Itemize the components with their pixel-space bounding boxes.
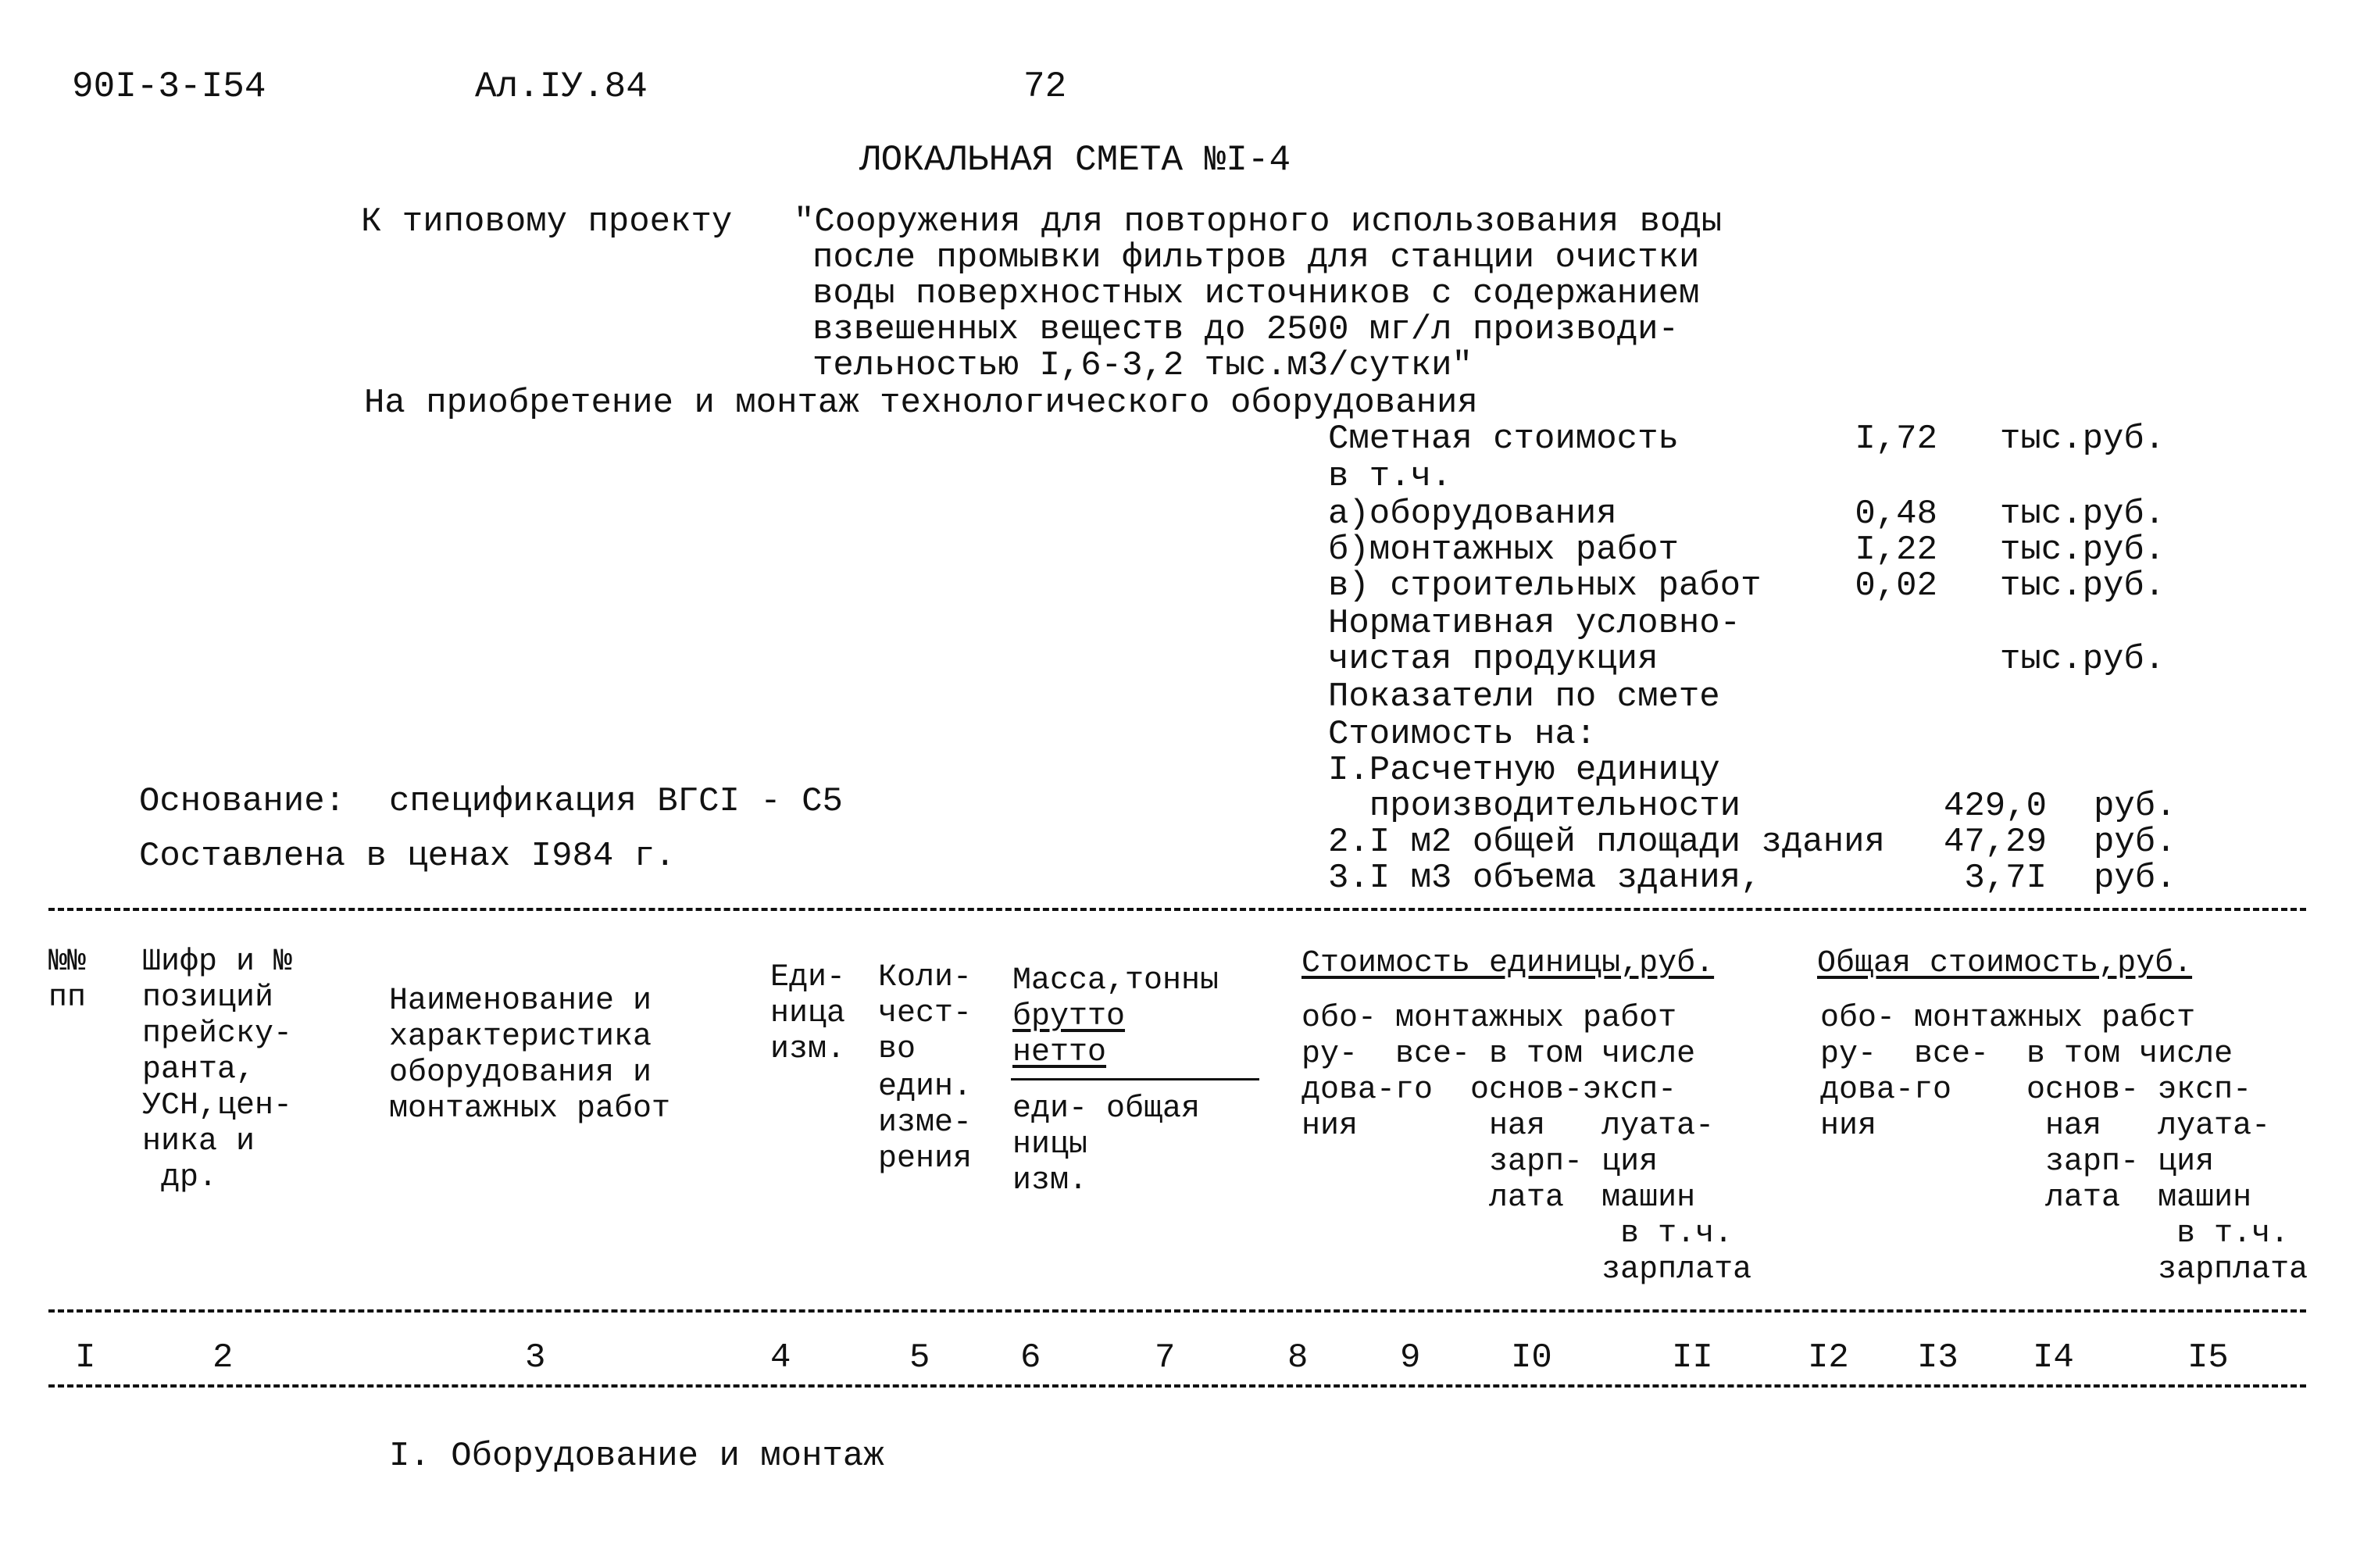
col-mass-header: Масса,тонны	[1012, 963, 1219, 998]
col-mass-brutto: брутто	[1012, 999, 1126, 1034]
unit-cost-sub: ния ная луата-	[1301, 1109, 1715, 1144]
col-code-header: Шифр и №	[142, 945, 293, 980]
total-cost-title: Общая стоимость,руб.	[1817, 946, 2193, 981]
separator-top	[48, 908, 2306, 911]
col-code-header: ранта,	[142, 1052, 255, 1088]
doc-code: 90I-3-I54	[72, 66, 266, 107]
summary-value: 429,0	[1943, 787, 2047, 826]
summary-unit: тыс.руб.	[2000, 566, 2166, 605]
column-number: I4	[2033, 1338, 2074, 1377]
summary-unit: руб.	[2094, 823, 2176, 862]
prices-line: Составлена в ценах I984 г.	[139, 837, 676, 876]
col-name-header: монтажных работ	[389, 1091, 671, 1127]
col-unit-header: Еди-	[770, 960, 846, 995]
summary-label: 3.I м3 объема здания,	[1328, 859, 1762, 898]
col-mass-sub: изм.	[1012, 1163, 1088, 1198]
summary-label: а)оборудования	[1328, 495, 1617, 534]
column-number: 5	[909, 1338, 930, 1377]
summary-value: I,72	[1855, 420, 1937, 459]
summary-label: Нормативная условно-	[1328, 604, 1741, 643]
page-number: 72	[1023, 66, 1067, 107]
column-number: II	[1672, 1338, 1713, 1377]
summary-label: в т.ч.	[1328, 457, 1452, 496]
summary-unit: тыс.руб.	[2000, 530, 2166, 570]
project-label: К типовому проекту	[361, 202, 733, 241]
summary-label: б)монтажных работ	[1328, 530, 1679, 570]
column-number: 8	[1287, 1338, 1309, 1377]
summary-unit: руб.	[2094, 859, 2176, 898]
summary-label: 2.I м2 общей площади здания	[1328, 823, 1885, 862]
summary-unit: тыс.руб.	[2000, 640, 2166, 679]
col-code-header: ника и	[142, 1124, 255, 1159]
project-line: "Сооружения для повторного использования воды	[794, 202, 1723, 241]
summary-label: в) строительных работ	[1328, 566, 1762, 605]
basis-label: Основание:	[139, 782, 346, 821]
column-number: 7	[1155, 1338, 1176, 1377]
total-cost-sub: лата машин	[1820, 1180, 2252, 1216]
summary-value: 0,02	[1855, 566, 1937, 605]
unit-cost-title: Стоимость единицы,руб.	[1301, 946, 1715, 981]
unit-cost-sub: в т.ч.	[1301, 1216, 1734, 1252]
column-number: I0	[1511, 1338, 1552, 1377]
project-line: тельностью I,6-3,2 тыс.м3/сутки"	[812, 346, 1473, 385]
column-number: 9	[1400, 1338, 1421, 1377]
summary-label: Показатели по смете	[1328, 677, 1720, 716]
summary-value: 3,7I	[1964, 859, 2047, 898]
col-mass-netto: нетто	[1012, 1035, 1107, 1070]
summary-label: чистая продукция	[1328, 640, 1659, 679]
separator-bottom	[48, 1384, 2306, 1388]
project-line: после промывки фильтров для станции очистки	[812, 238, 1700, 277]
summary-label: I.Расчетную единицу	[1328, 751, 1720, 790]
column-number: 3	[525, 1338, 546, 1377]
column-number: 6	[1020, 1338, 1041, 1377]
mass-divider	[1011, 1078, 1259, 1080]
unit-cost-sub: ру- все- в том числе	[1301, 1037, 1696, 1072]
col-qty-header: Коли-	[878, 960, 973, 995]
purpose-line: На приобретение и монтаж технологического оборудования	[364, 384, 1478, 423]
summary-unit: тыс.руб.	[2000, 495, 2166, 534]
total-cost-sub: ния ная луата-	[1820, 1109, 2271, 1144]
col-code-header: УСН,цен-	[142, 1088, 293, 1123]
col-mass-sub: еди- общая	[1012, 1091, 1201, 1127]
column-number: 2	[212, 1338, 234, 1377]
column-number: I	[75, 1338, 96, 1377]
col-qty-header: чест-	[878, 996, 973, 1031]
summary-label: производительности	[1328, 787, 1741, 826]
col-mass-sub: ницы	[1012, 1127, 1088, 1163]
col-qty-header: един.	[878, 1070, 973, 1105]
col-unit-header: изм.	[770, 1032, 846, 1067]
unit-cost-sub: зарплата	[1301, 1252, 1752, 1288]
col-code-header: прейску-	[142, 1016, 293, 1052]
unit-cost-sub: дова-го основ-эксп-	[1301, 1073, 1677, 1108]
summary-value: 0,48	[1855, 495, 1937, 534]
column-number: I5	[2187, 1338, 2229, 1377]
album-code: Ал.IУ.84	[475, 66, 648, 107]
col-unit-header: ница	[770, 996, 846, 1031]
summary-label: Сметная стоимость	[1328, 420, 1679, 459]
col-qty-header: во	[878, 1032, 916, 1067]
total-cost-sub: зарп- ция	[1820, 1145, 2215, 1180]
summary-unit: тыс.руб.	[2000, 420, 2166, 459]
col-qty-header: изме-	[878, 1105, 973, 1141]
total-cost-sub: ру- все- в том числе	[1820, 1037, 2233, 1072]
total-cost-sub: в т.ч.	[1820, 1216, 2290, 1252]
column-number: I3	[1917, 1338, 1958, 1377]
col-name-header: характеристика	[389, 1020, 652, 1055]
summary-value: 47,29	[1943, 823, 2047, 862]
col-qty-header: рения	[878, 1141, 973, 1177]
unit-cost-sub: зарп- ция	[1301, 1145, 1659, 1180]
col-code-header: др.	[142, 1160, 218, 1195]
column-number: 4	[770, 1338, 791, 1377]
column-number: I2	[1808, 1338, 1849, 1377]
summary-label: Стоимость на:	[1328, 715, 1597, 754]
col-code-header: позиций	[142, 980, 274, 1016]
separator-mid	[48, 1309, 2306, 1313]
col-number-header: №№	[48, 945, 87, 980]
summary-unit: руб.	[2094, 787, 2176, 826]
total-cost-sub: зарплата	[1820, 1252, 2308, 1288]
unit-cost-sub: обо- монтажных работ	[1301, 1001, 1677, 1036]
document-title: ЛОКАЛЬНАЯ СМЕТА №I-4	[859, 140, 1291, 180]
basis-value: спецификация ВГСI - С5	[389, 782, 843, 821]
section-title: I. Оборудование и монтаж	[389, 1437, 884, 1476]
project-line: взвешенных веществ до 2500 мг/л производи-	[812, 310, 1679, 349]
col-number-header: пп	[48, 980, 87, 1016]
unit-cost-sub: лата машин	[1301, 1180, 1696, 1216]
col-name-header: Наименование и	[389, 984, 652, 1019]
summary-value: I,22	[1855, 530, 1937, 570]
total-cost-sub: обо- монтажных рабст	[1820, 1001, 2196, 1036]
project-line: воды поверхностных источников с содержанием	[812, 274, 1700, 313]
total-cost-sub: дова-го основ- эксп-	[1820, 1073, 2252, 1108]
col-name-header: оборудования и	[389, 1055, 652, 1091]
